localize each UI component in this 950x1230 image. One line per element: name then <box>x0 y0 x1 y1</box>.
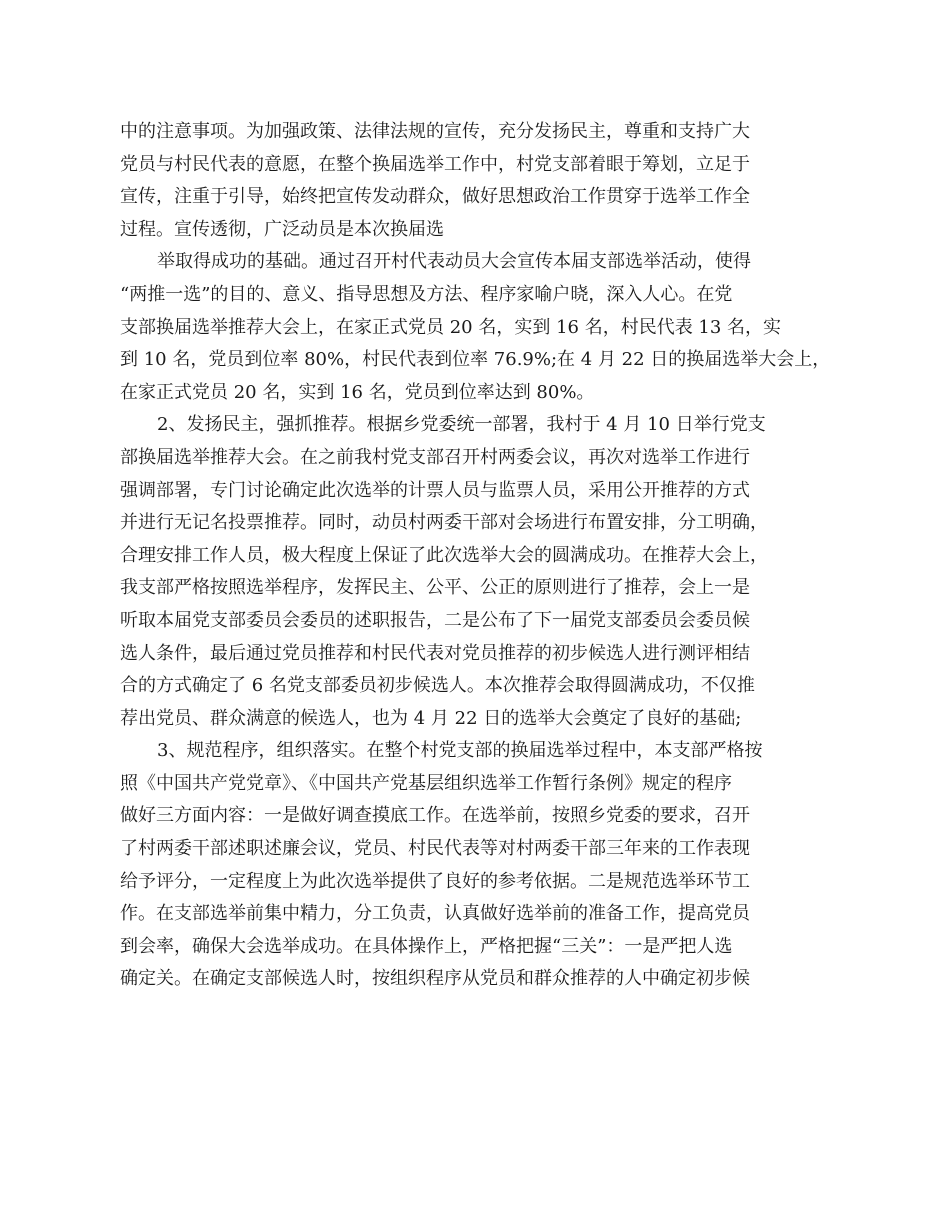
text-line: 到 10 名，党员到位率 80%，村民代表到位率 76.9%;在 4 月 22 日的换届选举大会上， <box>120 349 831 371</box>
text-line: 了村两委干部述职述廉会议，党员、村民代表等对村两委干部三年来的工作表现 <box>120 838 750 860</box>
text-line: 荐出党员、群众满意的候选人，也为 4 月 22 日的选举大会奠定了良好的基础; <box>120 707 742 729</box>
text-line: 给予评分，一定程度上为此次选举提供了良好的参考依据。二是规范选举环节工 <box>120 870 750 892</box>
text-line: 党员与村民代表的意愿，在整个换届选举工作中，村党支部着眼于筹划，立足于 <box>120 153 750 175</box>
text-line: 选人条件，最后通过党员推荐和村民代表对党员推荐的初步候选人进行测评相结 <box>120 642 750 664</box>
text-line: “两推一选”的目的、意义、指导思想及方法、程序家喻户晓，深入人心。在党 <box>120 283 733 305</box>
text-line: 合理安排工作人员，极大程度上保证了此次选举大会的圆满成功。在推荐大会上， <box>120 544 768 566</box>
text-line: 强调部署，专门讨论确定此次选举的计票人员与监票人员，采用公开推荐的方式 <box>120 479 750 501</box>
text-line: 确定关。在确定支部候选人时，按组织程序从党员和群众推荐的人中确定初步候 <box>120 968 750 990</box>
text-line: 中的注意事项。为加强政策、法律法规的宣传，充分发扬民主，尊重和支持广大 <box>120 121 750 142</box>
text-line: 作。在支部选举前集中精力，分工负责，认真做好选举前的准备工作，提高党员 <box>120 903 750 925</box>
text-line: 我支部严格按照选举程序，发挥民主、公平、公正的原则进行了推荐，会上一是 <box>120 577 750 599</box>
text-line: 并进行无记名投票推荐。同时，动员村两委干部对会场进行布置安排，分工明确， <box>120 512 768 534</box>
text-line: 支部换届选举推荐大会上，在家正式党员 20 名，实到 16 名，村民代表 13 名，实 <box>120 316 782 338</box>
text-line: 听取本届党支部委员会委员的述职报告，二是公布了下一届党支部委员会委员候 <box>120 609 750 631</box>
text-line: 举取得成功的基础。通过召开村代表动员大会宣传本届支部选举活动，使得 <box>157 251 751 273</box>
text-line: 3、规范程序，组织落实。在整个村党支部的换届选举过程中，本支部严格按 <box>157 740 763 762</box>
text-line: 宣传，注重于引导，始终把宣传发动群众，做好思想政治工作贯穿于选举工作全 <box>120 186 750 208</box>
text-line: 照《中国共产党党章》、《中国共产党基层组织选举工作暂行条例》规定的程序 <box>120 772 732 794</box>
text-line: 部换届选举推荐大会。在之前我村党支部召开村两委会议，再次对选举工作进行 <box>120 446 750 468</box>
text-line: 做好三方面内容：一是做好调查摸底工作。在选举前，按照乡党委的要求，召开 <box>120 805 750 827</box>
text-line: 在家正式党员 20 名，实到 16 名，党员到位率达到 80%。 <box>120 381 595 403</box>
text-line: 过程。宣传透彻，广泛动员是本次换届选 <box>120 218 444 240</box>
document-body <box>120 116 831 996</box>
text-line: 2、发扬民主，强抓推荐。根据乡党委统一部署，我村于 4 月 10 日举行党支 <box>157 414 766 436</box>
text-line: 到会率，确保大会选举成功。在具体操作上，严格把握“三关”：一是严把人选 <box>120 935 733 957</box>
text-line: 合的方式确定了 6 名党支部委员初步候选人。本次推荐会取得圆满成功，不仅推 <box>120 675 755 697</box>
